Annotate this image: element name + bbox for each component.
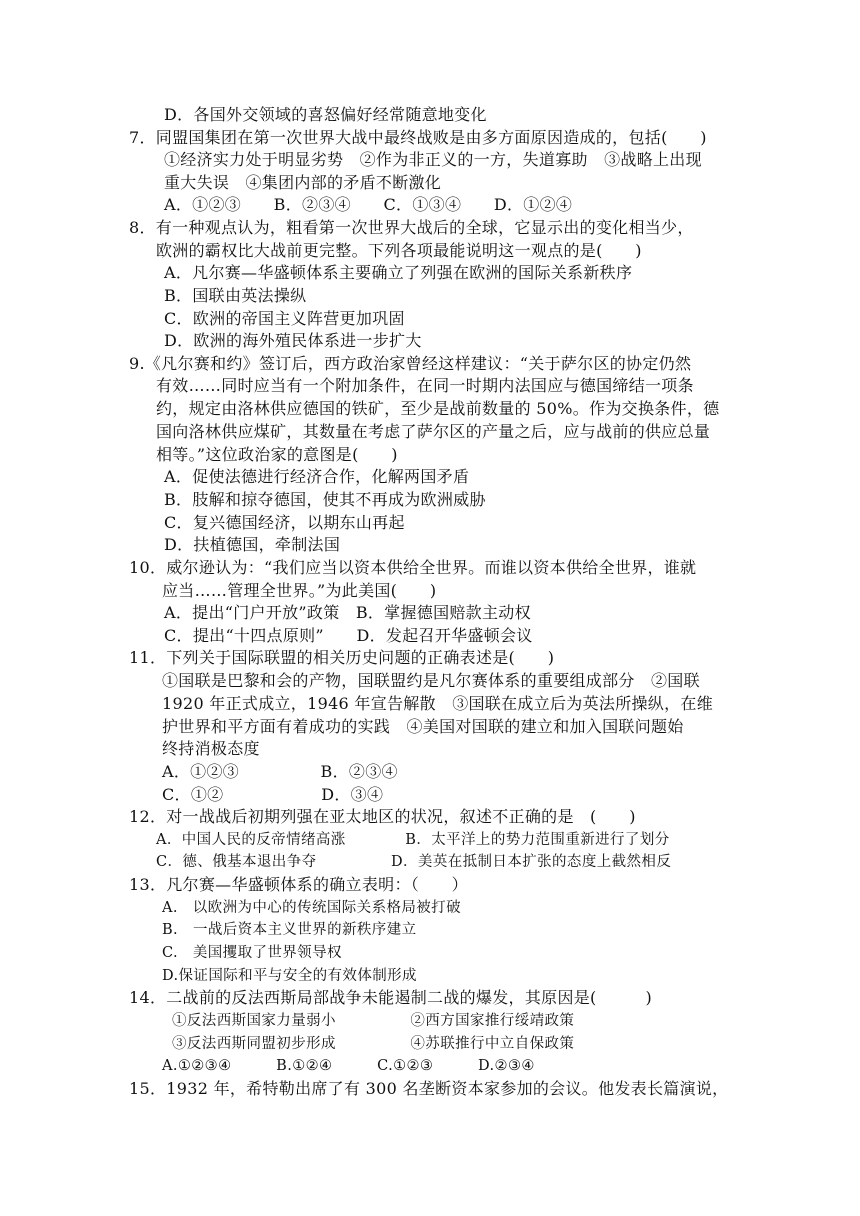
q14-stem: 14．二战前的反法西斯局部战争未能遏制二战的爆发，其原因是( ) <box>129 988 653 1007</box>
q10-stem-line2: 应当……管理全世界。”为此美国( ) <box>162 581 437 600</box>
q9-stem-line3: 约，规定由洛林供应德国的铁矿，至少是战前数量的 50%。作为交换条件，德 <box>156 399 720 418</box>
q8-stem-line1: 8．有一种观点认为，粗看第一次世界大战后的全球，它显示出的变化相当少， <box>129 218 694 237</box>
q9-stem-line1: 9.《凡尔赛和约》签订后，西方政治家曾经这样建议：“关于萨尔区的协定仍然 <box>129 354 692 373</box>
q11-statements-line2: 1920 年正式成立，1946 年宣告解散 ③国联在成立后为英法所操纵，在维 <box>162 694 714 713</box>
q11-statements-line4: 终持消极态度 <box>162 739 260 758</box>
q13-option-b: B. 一战后资本主义世界的新秩序建立 <box>162 922 417 938</box>
q10-stem-line1: 10．威尔逊认为：“我们应当以资本供给全世界。而谁以资本供给全世界，谁就 <box>129 558 697 577</box>
q13-stem: 13．凡尔赛—华盛顿体系的确立表明：（ ） <box>129 875 468 894</box>
q14-statements-line2: ③反法西斯同盟初步形成 ④苏联推行中立自保政策 <box>172 1036 575 1052</box>
q9-stem-line5: 相等。”这位政治家的意图是( ) <box>156 445 398 464</box>
q7-stem: 7．同盟国集团在第一次世界大战中最终战败是由多方面原因造成的，包括( ) <box>129 128 707 147</box>
q11-stem: 11．下列关于国际联盟的相关历史问题的正确表述是( ) <box>129 648 555 667</box>
q13-option-a: A. 以欧洲为中心的传统国际关系格局被打破 <box>162 900 461 916</box>
q9-stem-line2: 有效……同时应当有一个附加条件，在同一时期内法国应与德国缔结一项条 <box>156 376 694 395</box>
q8-option-d: D．欧洲的海外殖民体系进一步扩大 <box>164 331 422 350</box>
q10-options-ab: A．提出“门户开放”政策 B．掌握德国赔款主动权 <box>164 603 531 622</box>
q7-statements-line2: 重大失误 ④集团内部的矛盾不断激化 <box>164 173 442 192</box>
q9-option-a: A．促使法德进行经济合作，化解两国矛盾 <box>164 467 470 486</box>
q8-option-b: B．国联由英法操纵 <box>164 286 307 305</box>
q9-option-d: D．扶植德国，牵制法国 <box>164 535 341 554</box>
q9-stem-line4: 国向洛林供应煤矿，其数量在考虑了萨尔区的产量之后，应与战前的供应总量 <box>156 422 711 441</box>
q7-statements-line1: ①经济实力处于明显劣势 ②作为非正义的一方，失道寡助 ③战略上出现 <box>164 150 702 169</box>
q12-options-cd: C．德、俄基本退出争夺 D．美英在抵制日本扩张的态度上截然相反 <box>156 854 672 870</box>
q11-statements-line1: ①国联是巴黎和会的产物，国联盟约是凡尔赛体系的重要组成部分 ②国联 <box>162 671 700 690</box>
q8-option-a: A．凡尔赛—华盛顿体系主要确立了列强在欧洲的国际关系新秩序 <box>164 263 633 282</box>
q10-options-cd: C．提出“十四点原则” D．发起召开华盛顿会议 <box>164 626 533 645</box>
q15-stem-line1: 15．1932 年，希特勒出席了有 300 名垄断资本家参加的会议。他发表长篇演说， <box>129 1079 729 1098</box>
q11-options-cd: C．①② D．③④ <box>162 785 384 804</box>
q9-option-b: B．肢解和掠夺德国，使其不再成为欧洲威胁 <box>164 490 486 509</box>
q11-statements-line3: 护世界和平方面有着成功的实践 ④美国对国联的建立和加入国联问题始 <box>162 717 684 736</box>
q8-option-c: C．欧洲的帝国主义阵营更加巩固 <box>164 309 405 328</box>
q8-stem-line2: 欧洲的霸权比大战前更完整。下列各项最能说明这一观点的是( ) <box>156 241 642 260</box>
q12-stem: 12．对一战战后初期列强在亚太地区的状况，叙述不正确的是 ( ) <box>129 807 636 826</box>
q11-options-ab: A．①②③ B．②③④ <box>162 762 398 781</box>
q12-options-ab: A．中国人民的反帝情绪高涨 B．太平洋上的势力范围重新进行了划分 <box>156 832 670 848</box>
q13-option-c: C. 美国攫取了世界领导权 <box>162 945 342 961</box>
q7-options: A．①②③ B．②③④ C．①③④ D．①②④ <box>164 195 573 214</box>
q14-statements-line1: ①反法西斯国家力量弱小 ②西方国家推行绥靖政策 <box>172 1013 575 1029</box>
q9-option-c: C．复兴德国经济，以期东山再起 <box>164 513 405 532</box>
q13-option-d: D.保证国际和平与安全的有效体制形成 <box>162 968 417 984</box>
q6-option-d: D．各国外交领域的喜怒偏好经常随意地变化 <box>164 105 487 124</box>
q14-options: A.①②③④ B.①②④ C.①②③ D.②③④ <box>162 1058 535 1074</box>
